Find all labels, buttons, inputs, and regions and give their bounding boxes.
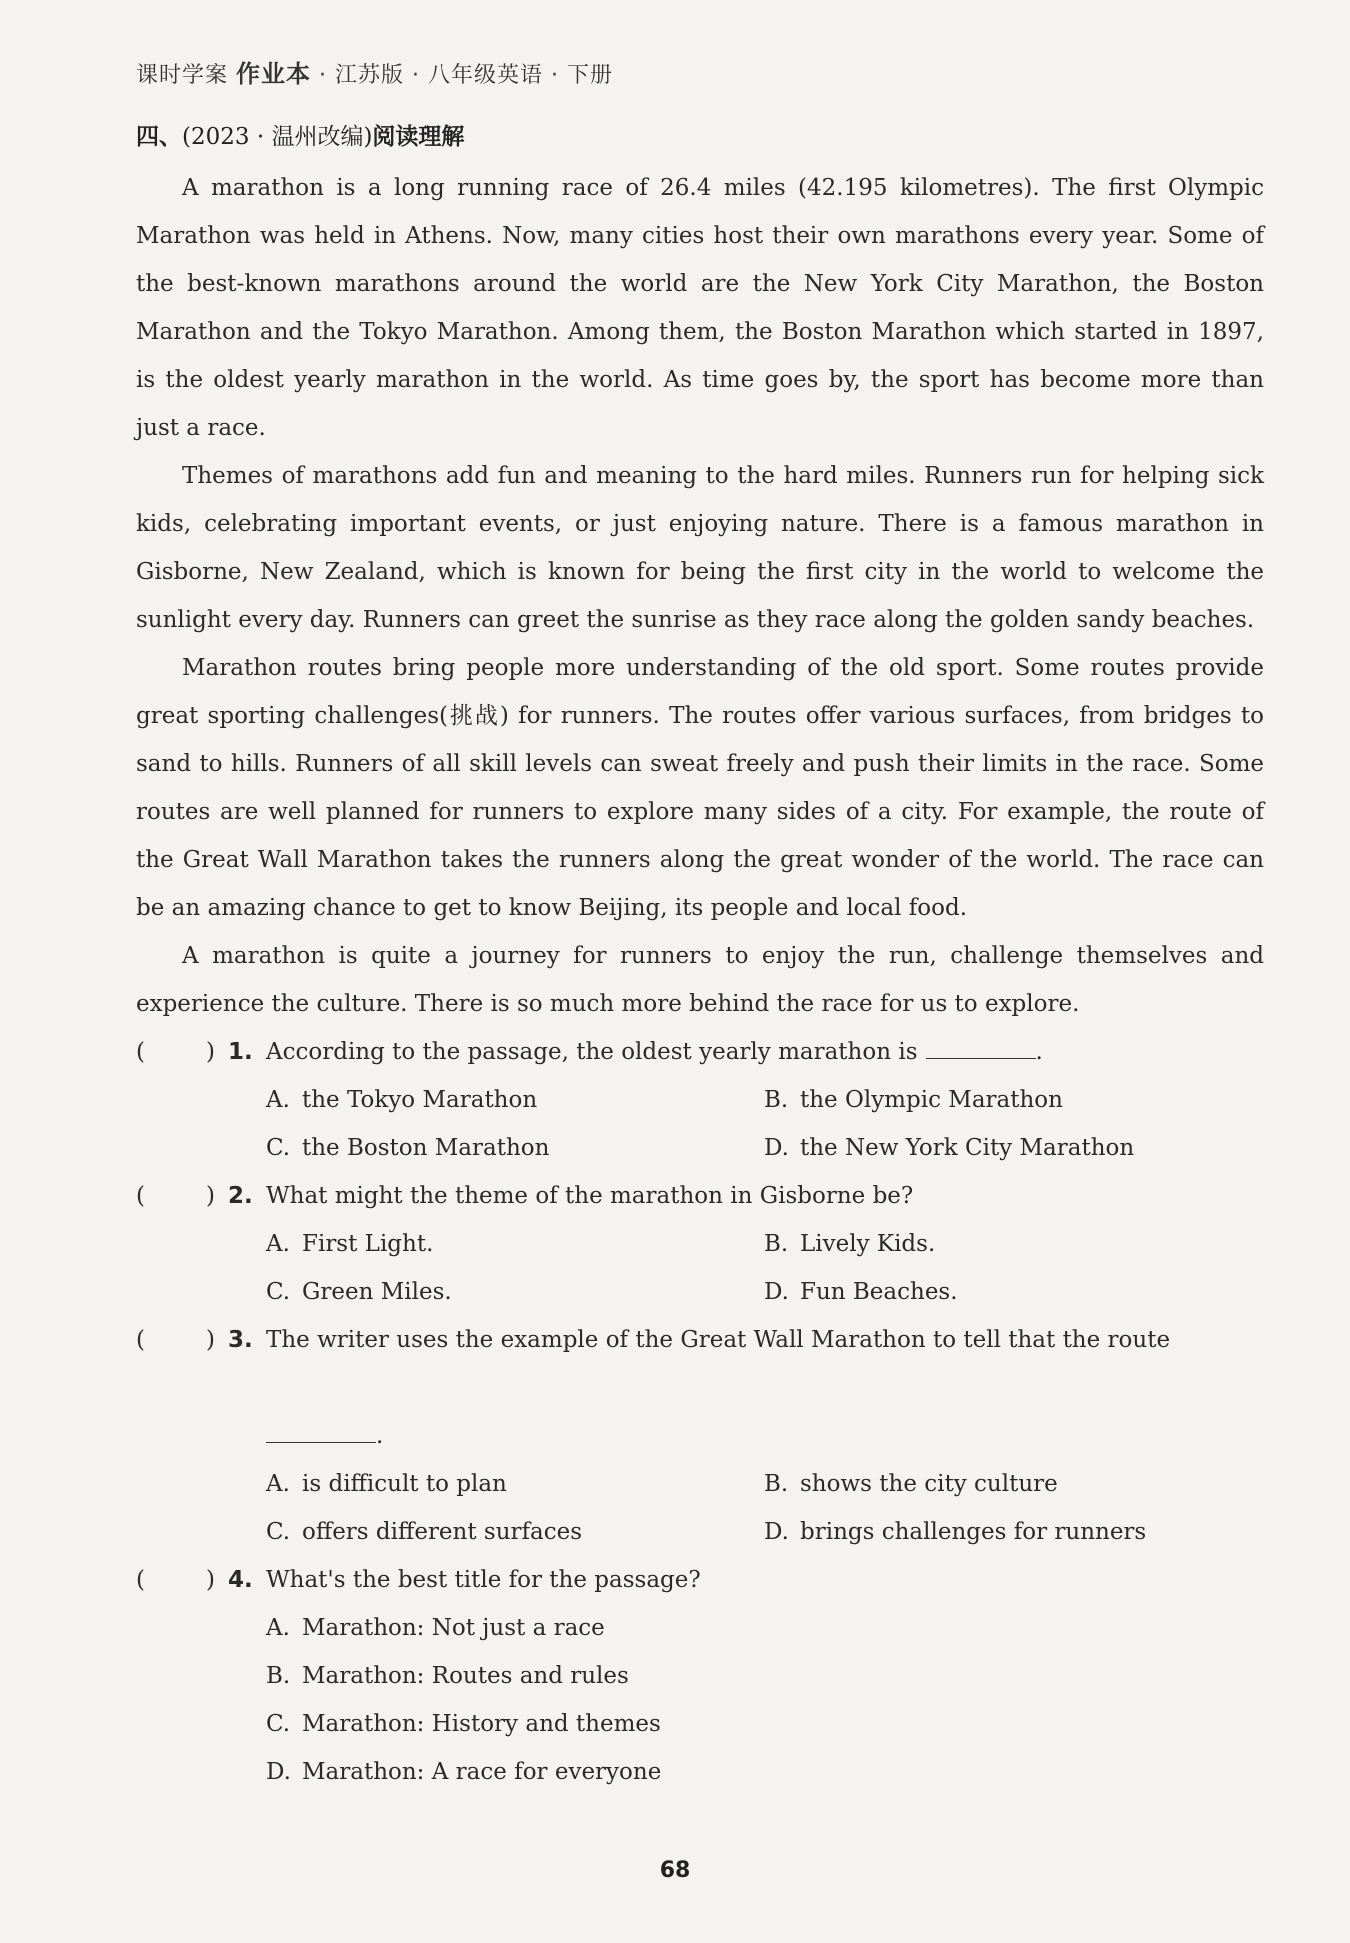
question-number: 1. bbox=[228, 1039, 253, 1065]
question-stem: What's the best title for the passage? bbox=[266, 1567, 701, 1593]
question-stem: What might the theme of the marathon in Gisborne be? bbox=[266, 1183, 914, 1209]
running-header bbox=[136, 54, 1264, 94]
question-number: 4. bbox=[228, 1567, 253, 1593]
question-number: 3. bbox=[228, 1327, 253, 1353]
option-b: B. Marathon: Routes and rules bbox=[266, 1663, 629, 1689]
section-label: 四、 bbox=[136, 124, 182, 150]
option-c: C. offers different surfaces bbox=[266, 1519, 583, 1545]
question-list bbox=[136, 1028, 1264, 1796]
answer-blank bbox=[926, 1028, 1036, 1059]
option-d: D. brings challenges for runners bbox=[764, 1519, 1147, 1545]
passage-paragraph: Marathon routes bring people more understanding of the old sport. Some routes provide great sporting challenges(挑战) for runners. The routes offer various surfaces, from bridges to sand to hills. Runners of all skill levels can sweat freely and push their limits in the race. Some routes are well planned for runners to explore many sides of a city. For example, the route of the Great Wall Marathon takes the runners along the great wonder of the world. The race can be an amazing chance to get to know Beijing, its people and local food. bbox=[136, 655, 1264, 921]
question-1: ( ) 1. According to the passage, the oldest yearly marathon is . bbox=[136, 1028, 1264, 1076]
option-a: A. the Tokyo Marathon bbox=[266, 1087, 538, 1113]
options-4 bbox=[266, 1604, 1264, 1796]
options-3 bbox=[266, 1460, 1264, 1556]
question-4: ( ) 4. What's the best title for the passage? bbox=[136, 1556, 1264, 1604]
passage-paragraph: A marathon is a long running race of 26.4 miles (42.195 kilometres). The first Olympic Marathon was held in Athens. Now, many cities host their own marathons every year. Some of the best-known marathons around the world are the New York City Marathon, the Boston Marathon and the Tokyo Marathon. Among them, the Boston Marathon which started in 1897, is the oldest yearly marathon in the world. As time goes by, the sport has become more than just a race. bbox=[136, 175, 1264, 441]
option-c: C. Marathon: History and themes bbox=[266, 1711, 661, 1737]
reading-passage bbox=[136, 164, 1264, 1028]
option-c: C. Green Miles. bbox=[266, 1279, 452, 1305]
option-b: B. Lively Kids. bbox=[764, 1231, 936, 1257]
answer-blank bbox=[266, 1412, 376, 1443]
option-a: A. is difficult to plan bbox=[266, 1471, 507, 1497]
options-2 bbox=[266, 1220, 1264, 1316]
question-2: ( ) 2. What might the theme of the marathon in Gisborne be? bbox=[136, 1172, 1264, 1220]
question-stem: The writer uses the example of the Great Wall Marathon to tell that the route . bbox=[266, 1327, 1171, 1449]
option-d: D. Marathon: A race for everyone bbox=[266, 1759, 662, 1785]
option-d: D. Fun Beaches. bbox=[764, 1279, 958, 1305]
option-d: D. the New York City Marathon bbox=[764, 1135, 1135, 1161]
question-stem: According to the passage, the oldest yearly marathon is . bbox=[266, 1028, 1264, 1076]
passage-paragraph: Themes of marathons add fun and meaning to the hard miles. Runners run for helping sick kids, celebrating important events, or just enjoying nature. There is a famous marathon in Gisborne, New Zealand, which is known for being the first city in the world to welcome the sunlight every day. Runners can greet the sunrise as they race along the golden sandy beaches. bbox=[136, 463, 1264, 633]
section-source: (2023 · 温州改编) bbox=[182, 124, 373, 150]
option-a: A. First Light. bbox=[266, 1231, 434, 1257]
passage-paragraph: A marathon is quite a journey for runners to enjoy the run, challenge themselves and experience the culture. There is so much more behind the race for us to explore. bbox=[136, 943, 1264, 1017]
option-a: A. Marathon: Not just a race bbox=[266, 1615, 605, 1641]
page-number: 68 bbox=[659, 1858, 691, 1883]
question-3: ( ) 3. The writer uses the example of the Great Wall Marathon to tell that the route . bbox=[136, 1316, 1264, 1460]
section-heading bbox=[136, 120, 1264, 154]
header-edition: · 江苏版 · 八年级英语 · 下册 bbox=[311, 63, 613, 88]
header-series: 课时学案 bbox=[136, 63, 236, 88]
options-1 bbox=[266, 1076, 1264, 1172]
section-title: 阅读理解 bbox=[372, 124, 465, 150]
header-book: 作业本 bbox=[236, 60, 311, 88]
option-c: C. the Boston Marathon bbox=[266, 1135, 550, 1161]
option-b: B. shows the city culture bbox=[764, 1471, 1058, 1497]
question-number: 2. bbox=[228, 1183, 253, 1209]
option-b: B. the Olympic Marathon bbox=[764, 1087, 1063, 1113]
